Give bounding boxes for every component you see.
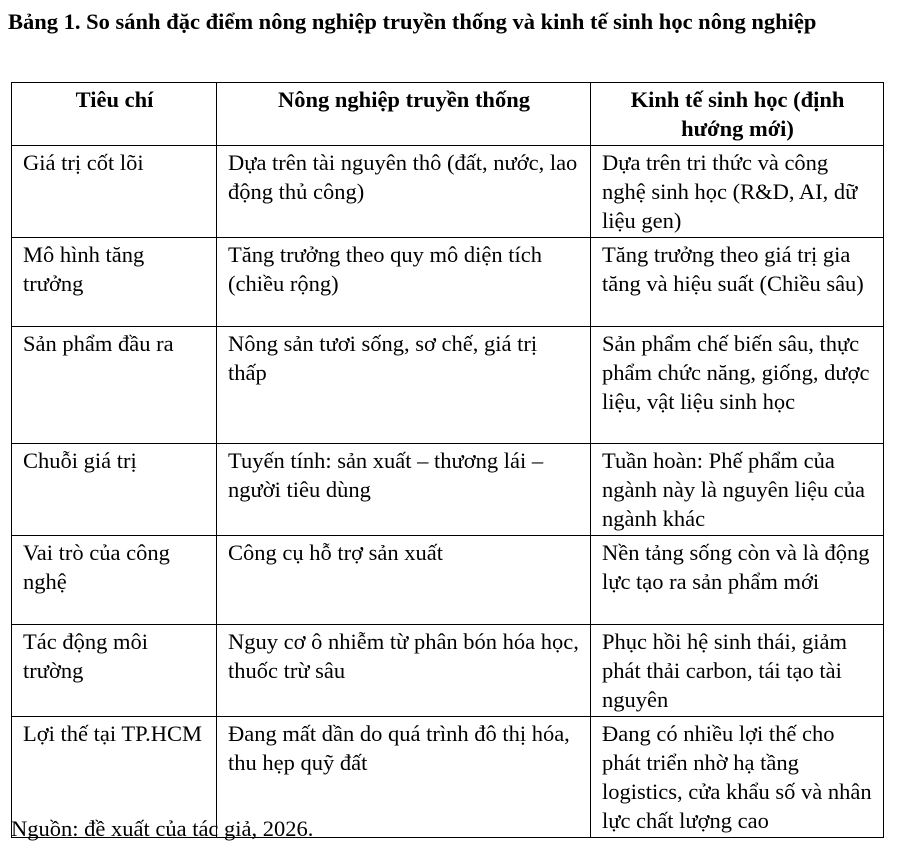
bioeconomy-cell: Tuần hoàn: Phế phẩm của ngành này là nguyên liệu của ngành khác xyxy=(591,444,884,536)
header-criteria: Tiêu chí xyxy=(12,83,217,146)
table-row xyxy=(12,536,884,625)
traditional-cell: Nông sản tươi sống, sơ chế, giá trị thấp xyxy=(217,327,591,444)
criteria-cell: Vai trò của công nghệ xyxy=(12,536,217,625)
bioeconomy-cell: Phục hồi hệ sinh thái, giảm phát thải carbon, tái tạo tài nguyên xyxy=(591,625,884,717)
criteria-cell: Mô hình tăng trưởng xyxy=(12,238,217,327)
bioeconomy-cell: Đang có nhiều lợi thế cho phát triển nhờ hạ tầng logistics, cửa khẩu số và nhân lực chất lượng cao xyxy=(591,717,884,838)
criteria-cell: Giá trị cốt lõi xyxy=(12,146,217,238)
table-row xyxy=(12,625,884,717)
traditional-cell: Nguy cơ ô nhiễm từ phân bón hóa học, thuốc trừ sâu xyxy=(217,625,591,717)
bioeconomy-cell: Sản phẩm chế biến sâu, thực phẩm chức năng, giống, dược liệu, vật liệu sinh học xyxy=(591,327,884,444)
header-row xyxy=(12,83,884,146)
table-row xyxy=(12,238,884,327)
bioeconomy-cell: Nền tảng sống còn và là động lực tạo ra sản phẩm mới xyxy=(591,536,884,625)
traditional-cell: Dựa trên tài nguyên thô (đất, nước, lao động thủ công) xyxy=(217,146,591,238)
criteria-cell: Lợi thế tại TP.HCM xyxy=(12,717,217,838)
traditional-cell: Tăng trưởng theo quy mô diện tích (chiều rộng) xyxy=(217,238,591,327)
criteria-cell: Sản phẩm đầu ra xyxy=(12,327,217,444)
traditional-cell: Đang mất dần do quá trình đô thị hóa, thu hẹp quỹ đất xyxy=(217,717,591,838)
traditional-cell: Công cụ hỗ trợ sản xuất xyxy=(217,536,591,625)
comparison-table xyxy=(11,82,884,838)
header-traditional: Nông nghiệp truyền thống xyxy=(217,83,591,146)
criteria-cell: Chuỗi giá trị xyxy=(12,444,217,536)
table-row xyxy=(12,146,884,238)
source-note: Nguồn: đề xuất của tác giả, 2026. xyxy=(11,816,314,841)
table-caption: Bảng 1. So sánh đặc điểm nông nghiệp truyền thống và kinh tế sinh học nông nghiệp xyxy=(8,9,817,34)
table-row xyxy=(12,327,884,444)
criteria-cell: Tác động môi trường xyxy=(12,625,217,717)
bioeconomy-cell: Tăng trưởng theo giá trị gia tăng và hiệu suất (Chiều sâu) xyxy=(591,238,884,327)
bioeconomy-cell: Dựa trên tri thức và công nghệ sinh học (R&D, AI, dữ liệu gen) xyxy=(591,146,884,238)
header-bioeconomy: Kinh tế sinh học (định hướng mới) xyxy=(591,83,884,146)
table-row xyxy=(12,444,884,536)
traditional-cell: Tuyến tính: sản xuất – thương lái – người tiêu dùng xyxy=(217,444,591,536)
